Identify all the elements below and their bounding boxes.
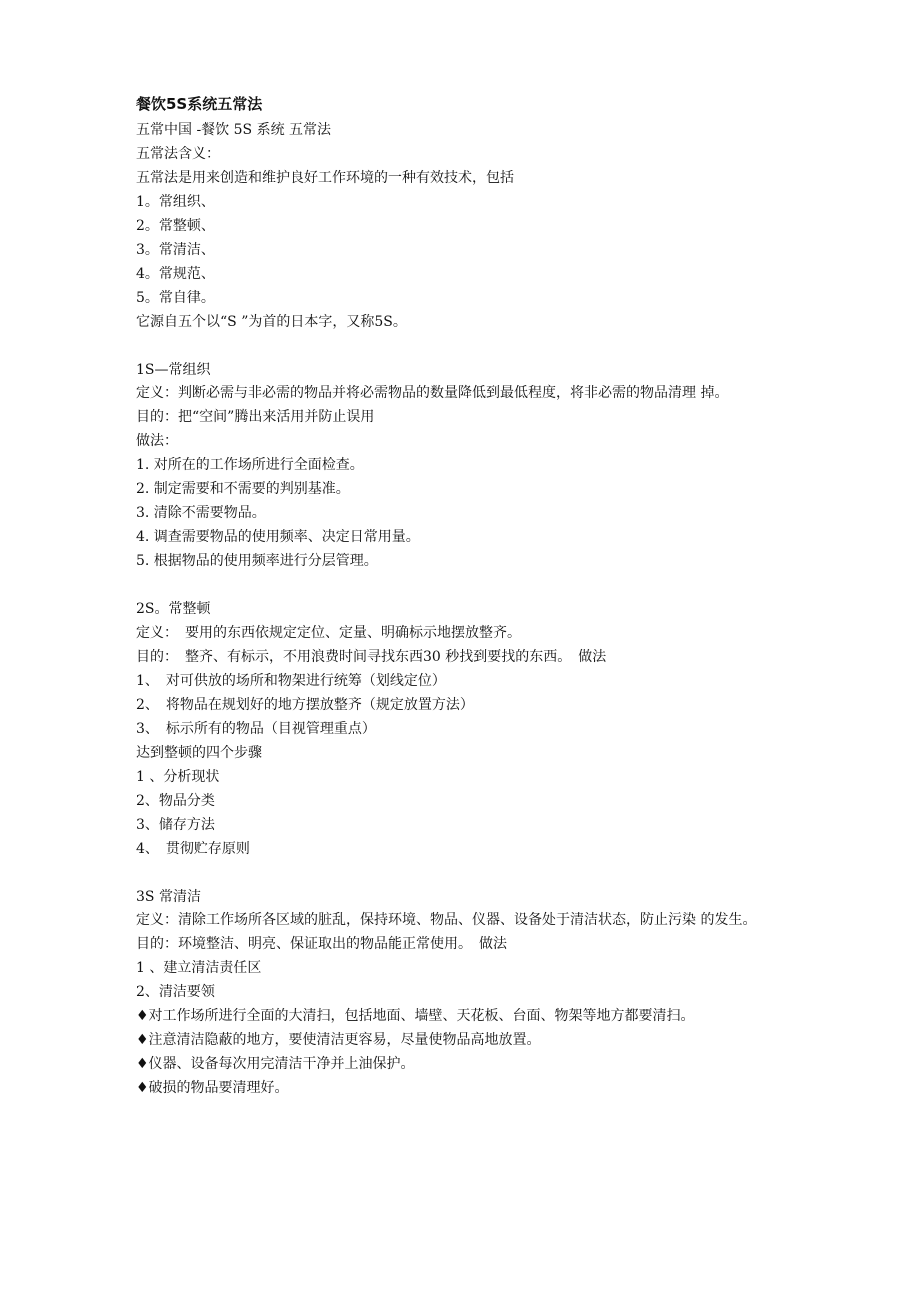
step-1s: 3. 清除不需要物品。	[136, 505, 266, 521]
four-step-item: 3、储存方法	[136, 817, 215, 833]
origin-text: 它源自五个以“S ”为首的日本字，又称5S。	[136, 314, 407, 330]
intro-item: 4。常规范、	[136, 266, 215, 282]
definition-3s: 定义：清除工作场所各区域的脏乱，保持环境、物品、仪器、设备处于清洁状态，防止污染 的发生。	[136, 912, 757, 928]
four-step-item: 4、 贯彻贮存原则	[136, 841, 250, 857]
intro-item: 5。常自律。	[136, 290, 215, 306]
four-step-item: 2、物品分类	[136, 793, 215, 809]
spacer	[136, 573, 796, 597]
step-2s: 1、 对可供放的场所和物架进行统筹（划线定位）	[136, 673, 446, 689]
step-3s: 1 、建立清洁责任区	[136, 960, 262, 976]
step-1s: 5. 根据物品的使用频率进行分层管理。	[136, 553, 378, 569]
section-heading-3s: 3S 常清洁	[136, 889, 201, 905]
method-label-1s: 做法：	[136, 433, 178, 449]
intro-item: 2。常整顿、	[136, 218, 215, 234]
meaning-label: 五常法含义：	[136, 146, 220, 162]
definition-2s: 定义： 要用的东西依规定定位、定量、明确标示地摆放整齐。	[136, 625, 521, 641]
four-step-item: 1 、分析现状	[136, 769, 220, 785]
cleaning-bullet: ♦注意清洁隐蔽的地方，要使清洁更容易，尽量使物品高地放置。	[136, 1032, 541, 1048]
purpose-3s: 目的：环境整洁、明亮、保证取出的物品能正常使用。 做法	[136, 936, 507, 952]
step-1s: 2. 制定需要和不需要的判别基准。	[136, 481, 350, 497]
spacer	[136, 334, 796, 358]
subtitle: 五常中国 -餐饮 5S 系统 五常法	[136, 122, 332, 138]
step-3s: 2、清洁要领	[136, 984, 215, 1000]
section-heading-2s: 2S。常整顿	[136, 601, 211, 617]
four-steps-label: 达到整顿的四个步骤	[136, 745, 262, 761]
meaning-text: 五常法是用来创造和维护良好工作环境的一种有效技术，包括	[136, 170, 514, 186]
intro-item: 3。常清洁、	[136, 242, 215, 258]
cleaning-bullet: ♦对工作场所进行全面的大清扫，包括地面、墙壁、天花板、台面、物架等地方都要清扫。	[136, 1008, 695, 1024]
document-title: 餐饮5S系统五常法	[136, 95, 263, 113]
document-page	[136, 92, 796, 1100]
step-1s: 4. 调查需要物品的使用频率、决定日常用量。	[136, 529, 420, 545]
cleaning-bullet: ♦破损的物品要清理好。	[136, 1080, 289, 1096]
section-heading-1s: 1S—常组织	[136, 362, 211, 378]
spacer	[136, 861, 796, 885]
step-2s: 3、 标示所有的物品（目视管理重点）	[136, 721, 376, 737]
step-1s: 1. 对所在的工作场所进行全面检查。	[136, 457, 364, 473]
intro-item: 1。常组织、	[136, 194, 215, 210]
purpose-1s: 目的：把“空间”腾出来活用并防止误用	[136, 409, 375, 425]
step-2s: 2、 将物品在规划好的地方摆放整齐（规定放置方法）	[136, 697, 474, 713]
definition-1s: 定义：判断必需与非必需的物品并将必需物品的数量降低到最低程度，将非必需的物品清理 掉。	[136, 385, 729, 401]
cleaning-bullet: ♦仪器、设备每次用完清洁干净并上油保护。	[136, 1056, 415, 1072]
purpose-2s: 目的： 整齐、有标示，不用浪费时间寻找东西30 秒找到要找的东西。 做法	[136, 649, 607, 665]
